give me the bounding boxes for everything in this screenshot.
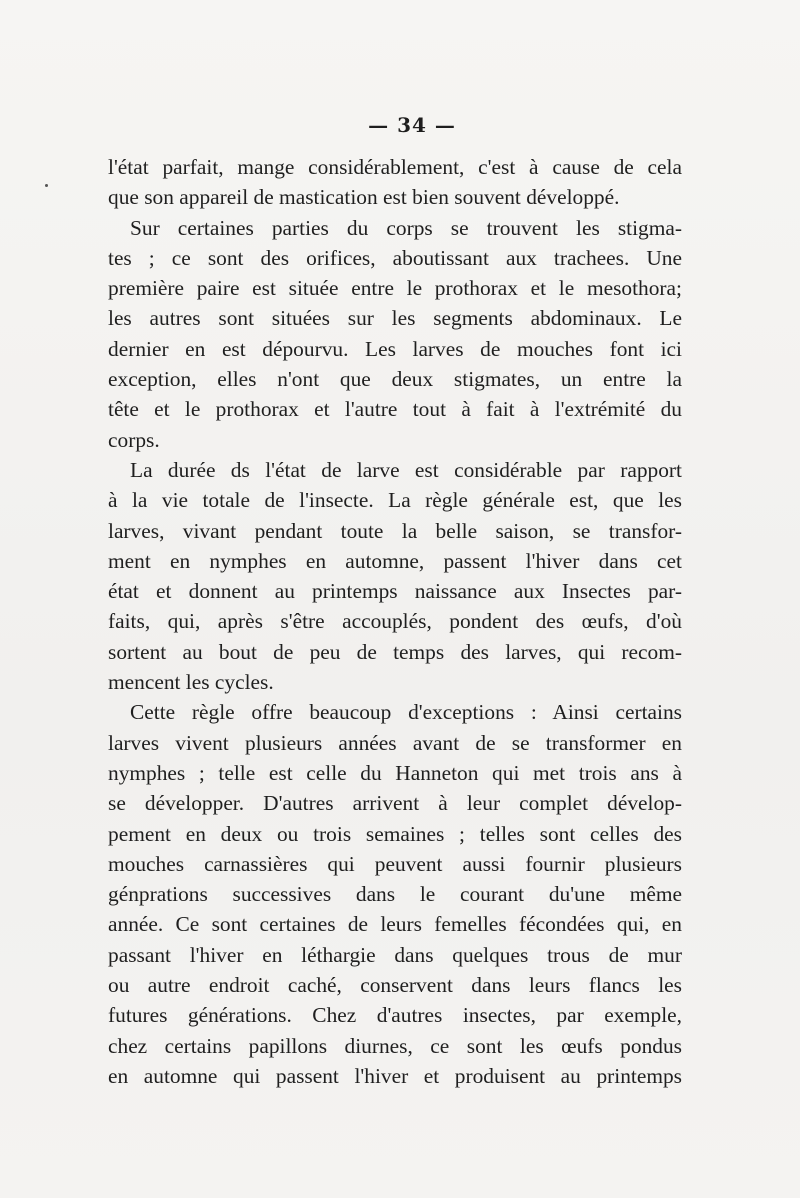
margin-speck bbox=[45, 184, 48, 187]
text-line: sortent au bout de peu de temps des larves, qui recom- bbox=[108, 639, 682, 664]
text-line: génprations successives dans le courant du'une même bbox=[108, 882, 682, 907]
paragraph-1 bbox=[108, 152, 682, 213]
text-line: Sur certaines parties du corps se trouvent les stigma- bbox=[130, 215, 682, 240]
text-line: que son appareil de mastication est bien souvent développé. bbox=[108, 185, 620, 210]
text-line: nymphes ; telle est celle du Hanneton qui met trois ans à bbox=[108, 760, 682, 785]
text-line: l'état parfait, mange considérablement, c'est à cause de cela bbox=[108, 155, 682, 179]
text-line: en automne qui passent l'hiver et produisent au printemps bbox=[108, 1063, 682, 1088]
text-line: les autres sont situées sur les segments abdominaux. Le bbox=[108, 306, 682, 331]
text-line: corps. bbox=[108, 427, 160, 452]
text-line: exception, elles n'ont que deux stigmates, un entre la bbox=[108, 367, 682, 392]
text-line: faits, qui, après s'être accouplés, pondent des œufs, d'où bbox=[108, 609, 682, 634]
text-line: mencent les cycles. bbox=[108, 670, 274, 695]
text-line: première paire est située entre le prothorax et le mesothora; bbox=[108, 276, 682, 301]
paragraph-4 bbox=[108, 697, 682, 1091]
text-line: futures générations. Chez d'autres insectes, par exemple, bbox=[108, 1003, 682, 1028]
text-line: tête et le prothorax et l'autre tout à fait à l'extrémité du bbox=[108, 397, 682, 422]
text-line: à la vie totale de l'insecte. La règle générale est, que les bbox=[108, 488, 682, 513]
text-line: tes ; ce sont des orifices, aboutissant aux trachees. Une bbox=[108, 245, 682, 270]
text-line: ment en nymphes en automne, passent l'hiver dans cet bbox=[108, 548, 682, 573]
body-text bbox=[108, 152, 682, 1091]
text-line: passant l'hiver en léthargie dans quelques trous de mur bbox=[108, 942, 682, 967]
text-line: larves, vivant pendant toute la belle saison, se transfor- bbox=[108, 518, 682, 543]
text-line: larves vivent plusieurs années avant de se transformer en bbox=[108, 730, 682, 755]
text-line: se développer. D'autres arrivent à leur complet dévelop- bbox=[108, 791, 682, 816]
text-line: La durée ds l'état de larve est considérable par rapport bbox=[130, 457, 682, 482]
text-line: pement en deux ou trois semaines ; telles sont celles des bbox=[108, 821, 682, 846]
page-number: — 34 — bbox=[368, 113, 456, 137]
paragraph-2 bbox=[108, 213, 682, 455]
text-line: chez certains papillons diurnes, ce sont les œufs pondus bbox=[108, 1033, 682, 1058]
text-line: état et donnent au printemps naissance aux Insectes par- bbox=[108, 579, 682, 604]
paragraph-3 bbox=[108, 455, 682, 697]
text-line: Cette règle offre beaucoup d'exceptions : Ainsi certains bbox=[130, 700, 682, 725]
text-line: mouches carnassières qui peuvent aussi fournir plusieurs bbox=[108, 851, 682, 876]
text-line: ou autre endroit caché, conservent dans leurs flancs les bbox=[108, 973, 682, 998]
text-line: dernier en est dépourvu. Les larves de mouches font ici bbox=[108, 336, 682, 361]
text-line: année. Ce sont certaines de leurs femelles fécondées qui, en bbox=[108, 912, 682, 937]
